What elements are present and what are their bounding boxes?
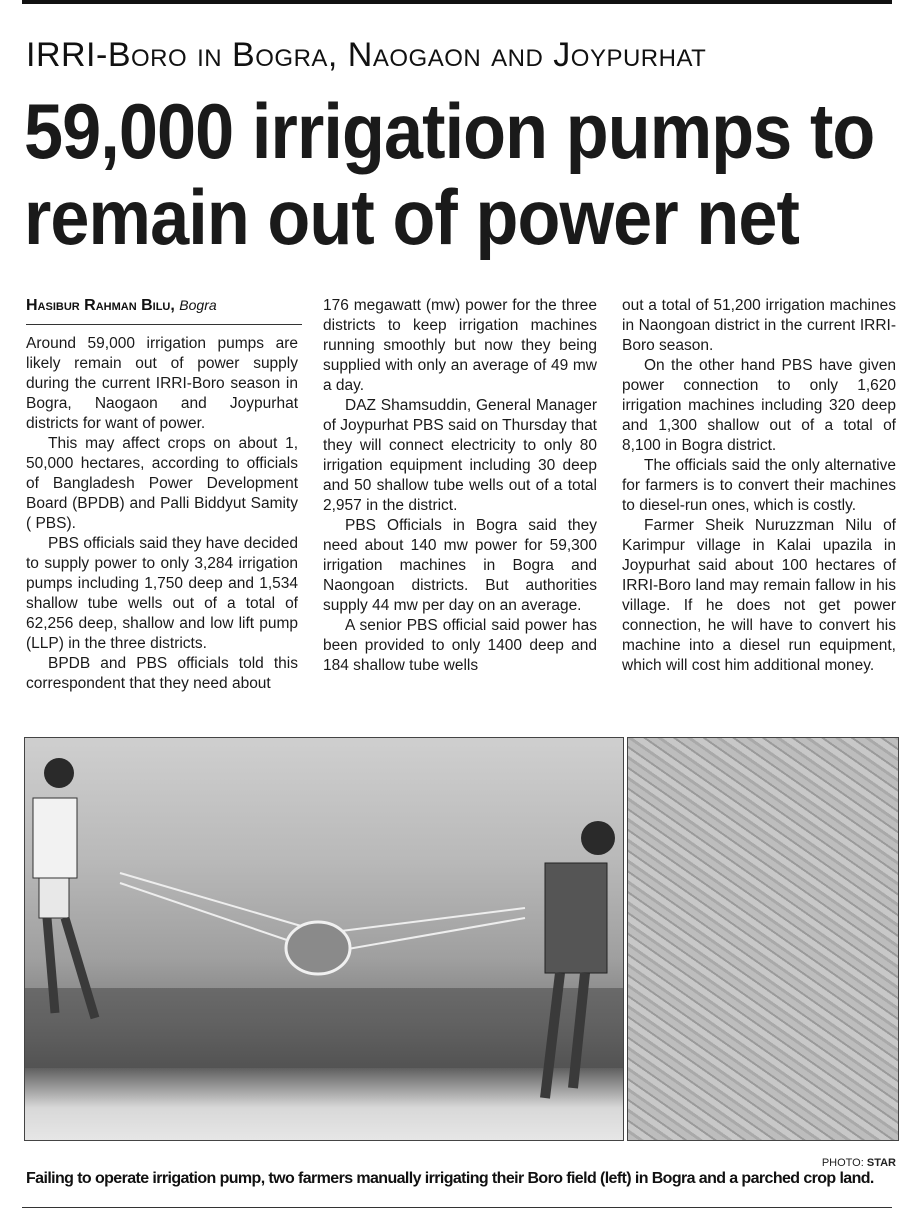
article-column-3 [622, 296, 896, 676]
paragraph: PBS Officials in Bogra said they need about 140 mw power for 59,300 irrigation machines in Bogra and Naongoan districts. But authorities supply 44 mw per day on an average. [323, 517, 597, 614]
paragraph: DAZ Shamsuddin, General Manager of Joypurhat PBS said on Thursday that they will connect electricity to only 80 irrigation equipment including 30 deep and 50 shallow tube wells out of a total 2,957 in the district. [323, 397, 597, 514]
photo-credit-label: PHOTO: [821, 1157, 864, 1169]
photo-caption: Failing to operate irrigation pump, two farmers manually irrigating their Boro field (left) in Bogra and a parched crop land. [26, 1170, 874, 1187]
paragraph: On the other hand PBS have given power connection to only 1,620 irrigation machines including 320 deep and 1,300 shallow out of a total of 8,100 in Bogra district. [622, 357, 896, 454]
paragraph: Farmer Sheik Nuruzzman Nilu of Karimpur village in Kalai upazila in Joypurhat said about 100 hectares of IRRI-Boro land may remain fallow in his village. If he does not get power connection, he will have to convert his machine into a diesel run equipment, which will cost him additional money. [622, 517, 896, 674]
paragraph: This may affect crops on about 1, 50,000 hectares, according to officials of Bangladesh Power Development Board (BPDB) and Palli Biddyut Samity ( PBS). [26, 435, 298, 532]
headline [24, 87, 875, 261]
paragraph: out a total of 51,200 irrigation machines in Naongoan district in the current IRRI-Boro season. [622, 297, 896, 354]
photo-farmers-illustration [25, 738, 623, 1140]
paragraph: The officials said the only alternative for farmers is to convert their machines to diesel-run ones, which is costly. [622, 457, 896, 514]
article-column-2 [323, 296, 597, 676]
headline-line-2: remain out of power net [24, 173, 799, 261]
photo-credit-source: STAR [866, 1157, 896, 1169]
byline-author: Hasibur Rahman Bilu, [26, 297, 175, 314]
paragraph: BPDB and PBS officials told this correspondent that they need about [26, 655, 298, 692]
paragraph: Around 59,000 irrigation pumps are likely remain out of power supply during the current IRRI-Boro season in Bogra, Naogaon and Joypurhat districts for want of power. [26, 335, 298, 432]
photo-farmers-irrigating [24, 737, 624, 1141]
byline [26, 297, 304, 315]
photo-credit [822, 1157, 896, 1169]
byline-location: Bogra [179, 297, 217, 313]
paragraph: A senior PBS official said power has been provided to only 1400 deep and 184 shallow tube wells [323, 617, 597, 674]
top-rule [22, 0, 892, 4]
article-column-1 [26, 334, 298, 694]
photo-parched-land [627, 737, 899, 1141]
byline-rule [26, 324, 302, 325]
kicker: IRRI-Boro in Bogra, Naogaon and Joypurhat [26, 36, 707, 74]
headline-line-1: 59,000 irrigation pumps to [24, 87, 875, 175]
paragraph: 176 megawatt (mw) power for the three districts to keep irrigation machines running smoothly but now they being supplied with only an average of 49 mw a day. [323, 297, 597, 394]
bottom-rule [22, 1207, 892, 1208]
paragraph: PBS officials said they have decided to supply power to only 3,284 irrigation pumps including 1,750 deep and 1,534 shallow tube wells out of a total of 62,256 deep, shallow and low lift pump (LLP) in the three districts. [26, 535, 298, 652]
